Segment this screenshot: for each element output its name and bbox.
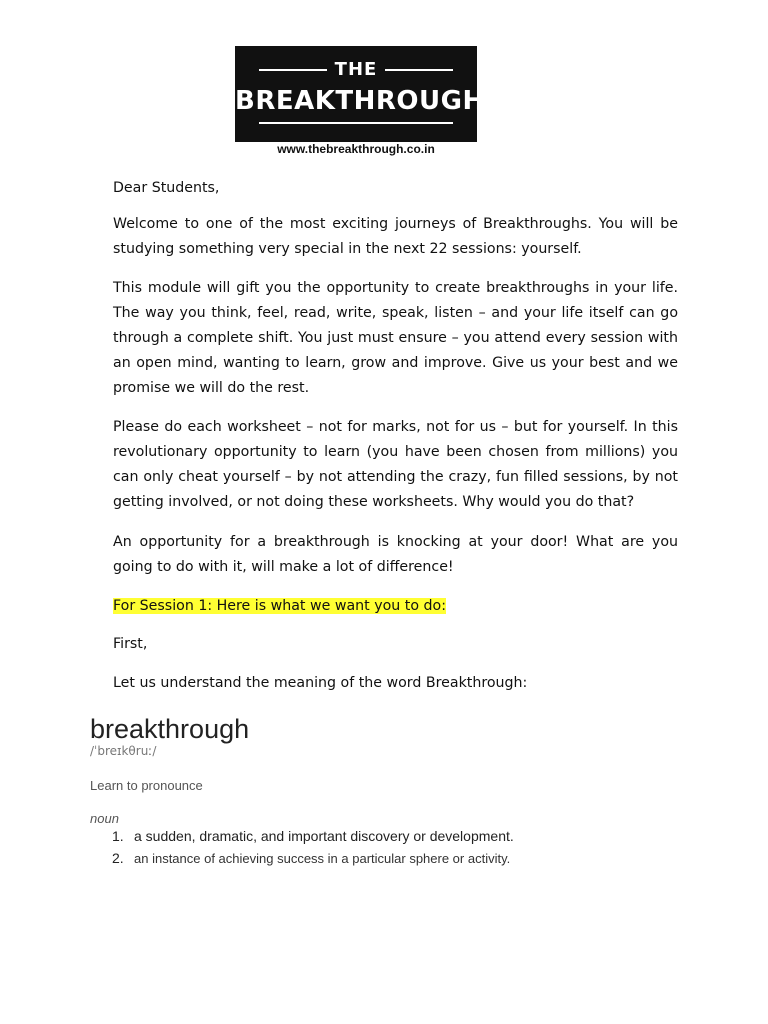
logo-underline bbox=[259, 122, 453, 124]
session-heading-paragraph bbox=[113, 594, 678, 619]
logo-the-text: THE bbox=[334, 59, 378, 80]
definition-text: an instance of achieving success in a particular sphere or activity. bbox=[134, 851, 511, 866]
first-label: First, bbox=[113, 636, 148, 652]
part-of-speech: noun bbox=[90, 811, 119, 826]
dictionary-pronunciation: /ˈbreɪkθruː/ bbox=[90, 744, 157, 758]
logo-main-text: BREAKTHROUGH bbox=[235, 86, 485, 116]
breakthrough-logo bbox=[235, 46, 485, 142]
logo-right-rule bbox=[385, 69, 453, 71]
instruction-text: Let us understand the meaning of the word Breakthrough: bbox=[113, 675, 528, 691]
definition-number: 2. bbox=[112, 850, 124, 866]
session-heading: For Session 1: Here is what we want you to do: bbox=[113, 598, 446, 614]
definition-list bbox=[112, 826, 514, 870]
logo-top-row bbox=[259, 60, 453, 80]
salutation: Dear Students, bbox=[113, 180, 220, 196]
paragraph-welcome: Welcome to one of the most exciting journeys of Breakthroughs. You will be studying something very special in the next 22 sessions: yourself. bbox=[113, 216, 678, 257]
paragraph-worksheet: Please do each worksheet – not for marks, not for us – but for yourself. In this revolutionary opportunity to learn (you have been chosen from millions) you can only cheat yourself – by not attending the crazy, fun filled sessions, by not getting involved, or not doing these worksheets. Why would you do that? bbox=[113, 419, 678, 510]
learn-to-pronounce-link[interactable]: Learn to pronounce bbox=[90, 778, 203, 793]
definition-text: a sudden, dramatic, and important discovery or development. bbox=[134, 828, 514, 844]
website-url: www.thebreakthrough.co.in bbox=[277, 142, 435, 156]
definition-item bbox=[112, 826, 514, 848]
dictionary-word: breakthrough bbox=[90, 714, 250, 744]
definition-item bbox=[112, 848, 514, 870]
paragraph-module: This module will gift you the opportunity to create breakthroughs in your life. The way you think, feel, read, write, speak, listen – and your life itself can go through a complete shift. You just must ensure – you attend every session with an open mind, wanting to learn, grow and improve. Give us your best and we promise we will do the rest. bbox=[113, 280, 678, 396]
definition-number: 1. bbox=[112, 828, 124, 844]
paragraph-opportunity: An opportunity for a breakthrough is knocking at your door! What are you going to do with it, will make a lot of difference! bbox=[113, 534, 678, 575]
